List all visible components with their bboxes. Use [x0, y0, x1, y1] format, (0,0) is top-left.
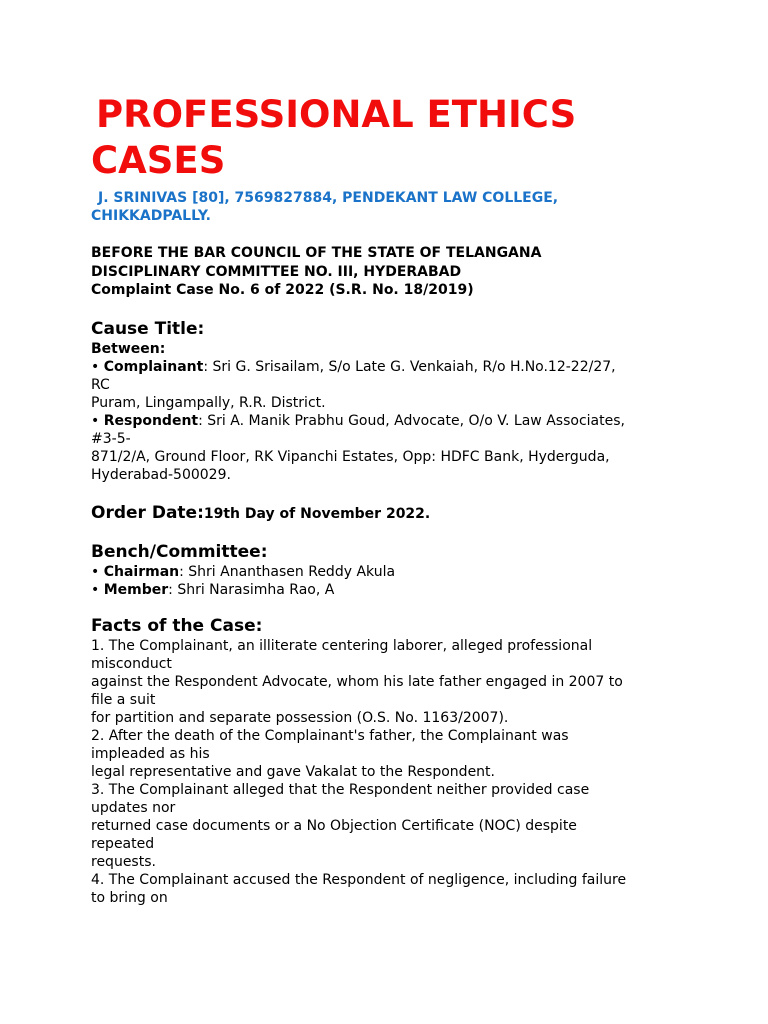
facts-line: returned case documents or a No Objection Certificate (NOC) despite: [91, 817, 577, 834]
complainant-text: : Sri G. Srisailam, S/o Late G. Venkaiah, R/o H.No.12-22/27,: [203, 358, 616, 375]
complainant-line-1: [91, 358, 681, 376]
author-line-1: J. SRINIVAS [80], 7569827884, PENDEKANT LAW COLLEGE,: [98, 190, 559, 206]
case-number: Complaint Case No. 6 of 2022 (S.R. No. 18/2019): [91, 282, 474, 298]
complainant-line-3: Puram, Lingampally, R.R. District.: [91, 394, 326, 411]
complainant-line-2: RC: [91, 376, 110, 393]
document-content: [91, 92, 681, 907]
member-label: Member: [103, 581, 169, 598]
facts-heading: Facts of the Case:: [91, 615, 263, 636]
respondent-line-3: 871/2/A, Ground Floor, RK Vipanchi Estates, Opp: HDFC Bank, Hyderguda,: [91, 448, 610, 465]
title-line-1: PROFESSIONAL ETHICS: [96, 93, 577, 136]
chairman-label: Chairman: [103, 563, 180, 580]
facts-line: requests.: [91, 853, 156, 870]
bench-section: [91, 541, 681, 599]
facts-line: repeated: [91, 835, 155, 852]
complainant-label: Complainant: [103, 358, 204, 375]
facts-line: 2. After the death of the Complainant's father, the Complainant was: [91, 727, 569, 744]
respondent-text: : Sri A. Manik Prabhu Goud, Advocate, O/o V. Law Associates,: [198, 412, 625, 429]
title-line-2: CASES: [91, 139, 226, 182]
facts-line: updates nor: [91, 799, 176, 816]
facts-line: against the Respondent Advocate, whom his late father engaged in 2007 to: [91, 673, 623, 690]
respondent-line-4: Hyderabad-500029.: [91, 466, 231, 483]
member-line: [91, 581, 681, 599]
chairman-value: : Shri Ananthasen Reddy Akula: [179, 563, 396, 580]
between-label: Between:: [91, 340, 166, 357]
facts-line: 3. The Complainant alleged that the Respondent neither provided case: [91, 781, 590, 798]
court-line-1: BEFORE THE BAR COUNCIL OF THE STATE OF TELANGANA: [91, 245, 542, 261]
order-date-section: [91, 502, 681, 524]
bullet: •: [91, 563, 100, 580]
respondent-line-2: #3-5-: [91, 430, 131, 447]
facts-line: 1. The Complainant, an illiterate centering laborer, alleged professional: [91, 637, 593, 654]
facts-line: impleaded as his: [91, 745, 210, 762]
bullet: •: [91, 581, 100, 598]
bench-heading: Bench/Committee:: [91, 541, 268, 562]
court-line-2: DISCIPLINARY COMMITTEE NO. III, HYDERABAD: [91, 263, 462, 280]
cause-title-heading: Cause Title:: [91, 318, 205, 339]
facts-line: for partition and separate possession (O.S. No. 1163/2007).: [91, 709, 509, 726]
court-header: [91, 244, 681, 300]
author-info: [91, 189, 681, 225]
bullet: •: [91, 358, 100, 375]
cause-title-section: [91, 318, 681, 484]
facts-line: legal representative and gave Vakalat to the Respondent.: [91, 763, 495, 780]
author-line-2: CHIKKADPALLY.: [91, 208, 211, 224]
respondent-line-1: [91, 412, 681, 430]
bullet: •: [91, 412, 100, 429]
document-title: [91, 92, 681, 184]
facts-line: file a suit: [91, 691, 156, 708]
facts-line: misconduct: [91, 655, 172, 672]
facts-line: to bring on: [91, 889, 168, 906]
order-date-heading: Order Date:: [91, 502, 204, 523]
chairman-line: [91, 563, 681, 581]
respondent-label: Respondent: [103, 412, 199, 429]
order-date-value: 19th Day of November 2022.: [203, 505, 431, 522]
member-value: : Shri Narasimha Rao, A: [168, 581, 335, 598]
facts-section: [91, 615, 681, 907]
facts-line: 4. The Complainant accused the Respondent of negligence, including failure: [91, 871, 627, 888]
